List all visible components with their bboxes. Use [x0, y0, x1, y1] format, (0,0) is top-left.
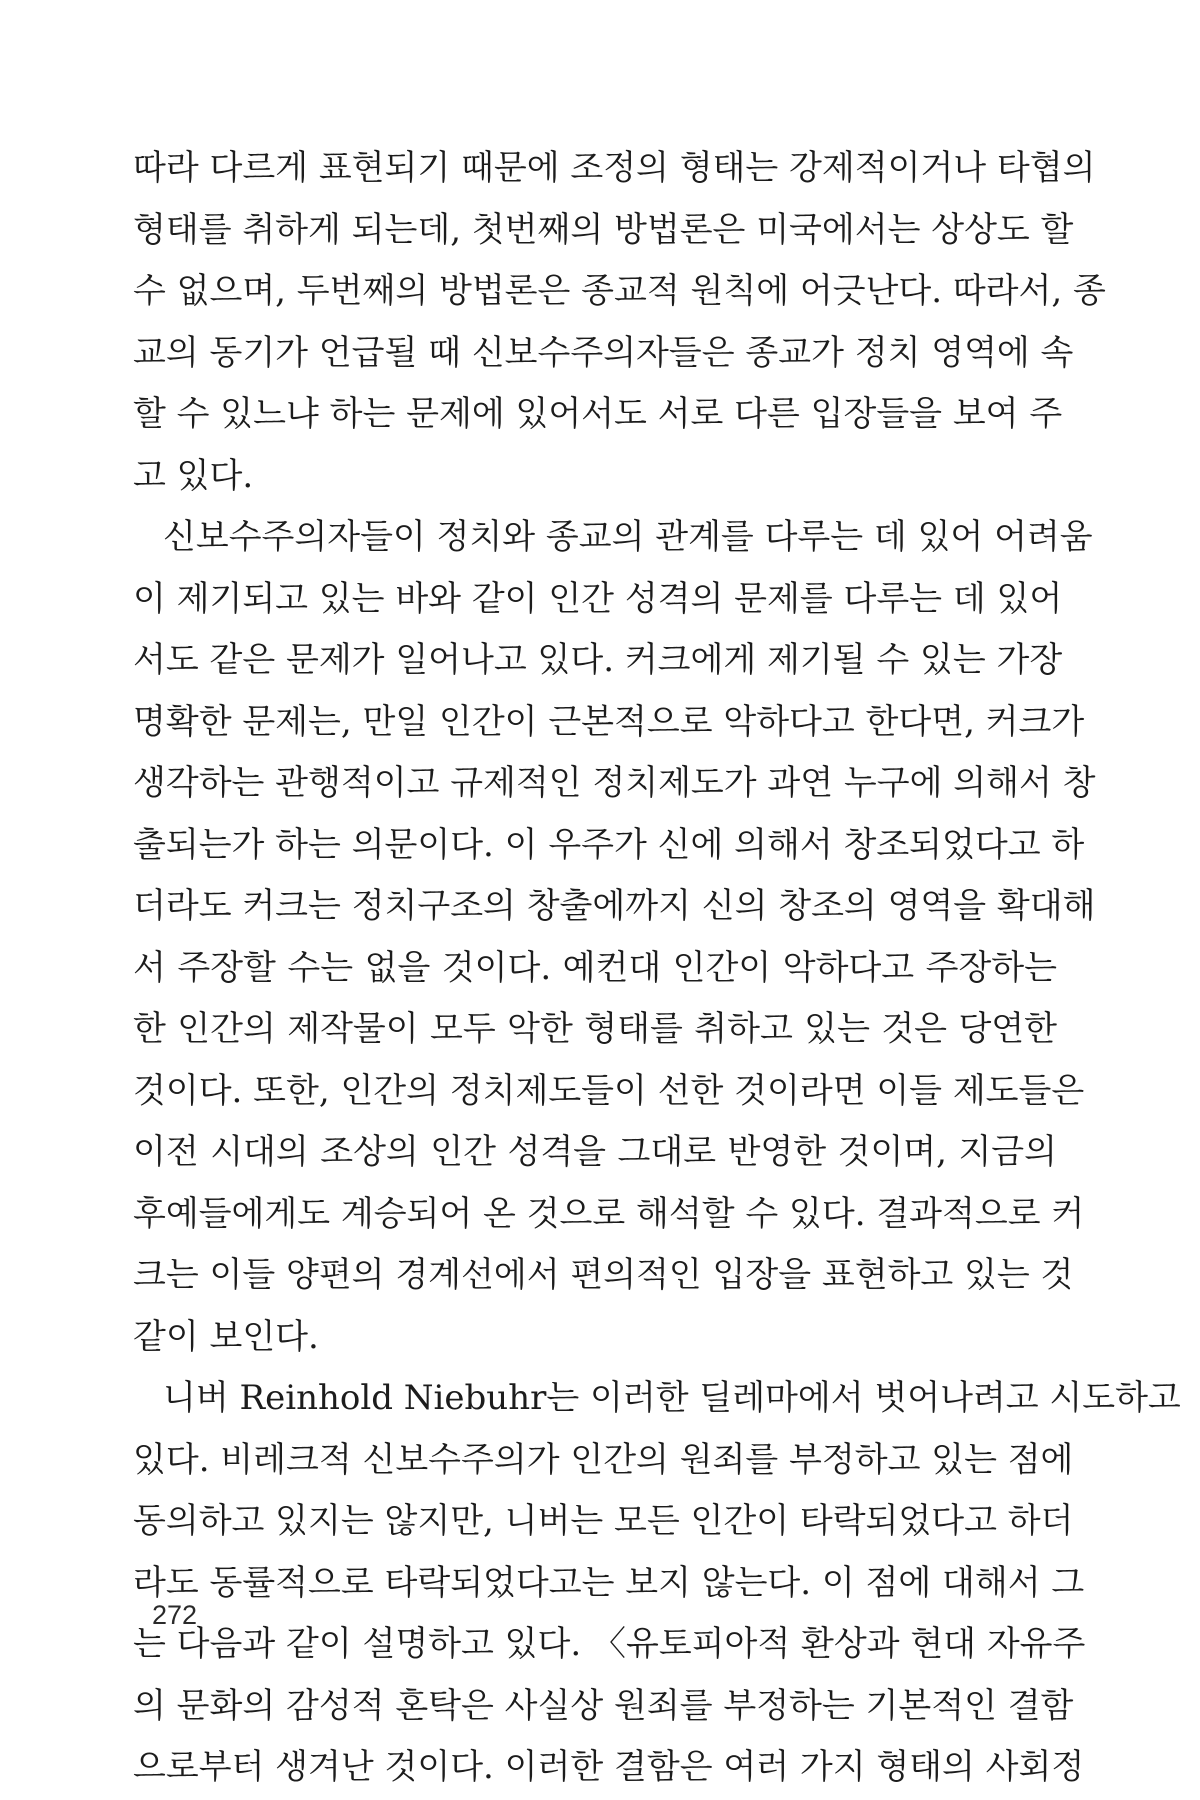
page-number: 272: [152, 1600, 198, 1630]
text-line: 서도 같은 문제가 일어나고 있다. 커크에게 제기될 수 있는 가장: [133, 640, 1063, 680]
text-line: 명확한 문제는, 만일 인간이 근본적으로 악하다고 한다면, 커크가: [133, 701, 1085, 742]
text-line: 형태를 취하게 되는데, 첫번째의 방법론은 미국에서는 상상도 할: [133, 209, 1074, 250]
text-line: 라도 동률적으로 타락되었다고는 보지 않는다. 이 점에 대해서 그: [133, 1562, 1085, 1603]
text-line: 으로부터 생겨난 것이다. 이러한 결함은 여러 가지 형태의 사회정: [133, 1747, 1085, 1787]
text-line: 더라도 커크는 정치구조의 창출에까지 신의 창조의 영역을 확대해: [133, 886, 1096, 926]
text-line: 고 있다.: [133, 455, 254, 496]
text-line: 의 문화의 감성적 혼탁은 사실상 원죄를 부정하는 기본적인 결함: [133, 1685, 1074, 1726]
text-line: 생각하는 관행적이고 규제적인 정치제도가 과연 누구에 의해서 창: [133, 763, 1096, 803]
text-line: 동의하고 있지는 않지만, 니버는 모든 인간이 타락되었다고 하더: [133, 1501, 1074, 1541]
text-line: 교의 동기가 언급될 때 신보수주의자들은 종교가 정치 영역에 속: [133, 332, 1074, 373]
text-line: 신보수주의자들이 정치와 종교의 관계를 다루는 데 있어 어려움: [163, 517, 1093, 557]
text-line: 후예들에게도 계승되어 온 것으로 해석할 수 있다. 결과적으로 커: [133, 1193, 1085, 1234]
text-line: 할 수 있느냐 하는 문제에 있어서도 서로 다른 입장들을 보여 주: [133, 394, 1063, 434]
text-line: 서 주장할 수는 없을 것이다. 예컨대 인간이 악하다고 주장하는: [133, 947, 1057, 988]
text-line: 수 없으며, 두번째의 방법론은 종교적 원칙에 어긋난다. 따라서, 종: [133, 271, 1106, 311]
text-line: 니버 Reinhold Niebuhr는 이러한 딜레마에서 벗어나려고 시도하고: [163, 1378, 1181, 1418]
text-line: 한 인간의 제작물이 모두 악한 형태를 취하고 있는 것은 당연한: [133, 1009, 1057, 1049]
text-line: 있다. 비레크적 신보수주의가 인간의 원죄를 부정하고 있는 점에: [133, 1439, 1074, 1480]
text-line: 는 다음과 같이 설명하고 있다. 〈유토피아적 환상과 현대 자유주: [133, 1624, 1086, 1664]
text-line: 것이다. 또한, 인간의 정치제도들이 선한 것이라면 이들 제도들은: [133, 1070, 1085, 1111]
text-line: 출되는가 하는 의문이다. 이 우주가 신에 의해서 창조되었다고 하: [133, 824, 1085, 865]
text-line: 같이 보인다.: [133, 1316, 319, 1357]
text-line: 이전 시대의 조상의 인간 성격을 그대로 반영한 것이며, 지금의: [133, 1132, 1057, 1172]
text-line: 따라 다르게 표현되기 때문에 조정의 형태는 강제적이거나 타협의: [133, 148, 1096, 188]
body-text: [133, 138, 1181, 1799]
text-line: 크는 이들 양편의 경계선에서 편의적인 입장을 표현하고 있는 것: [133, 1255, 1074, 1295]
text-line: 이 제기되고 있는 바와 같이 인간 성격의 문제를 다루는 데 있어: [133, 578, 1063, 619]
